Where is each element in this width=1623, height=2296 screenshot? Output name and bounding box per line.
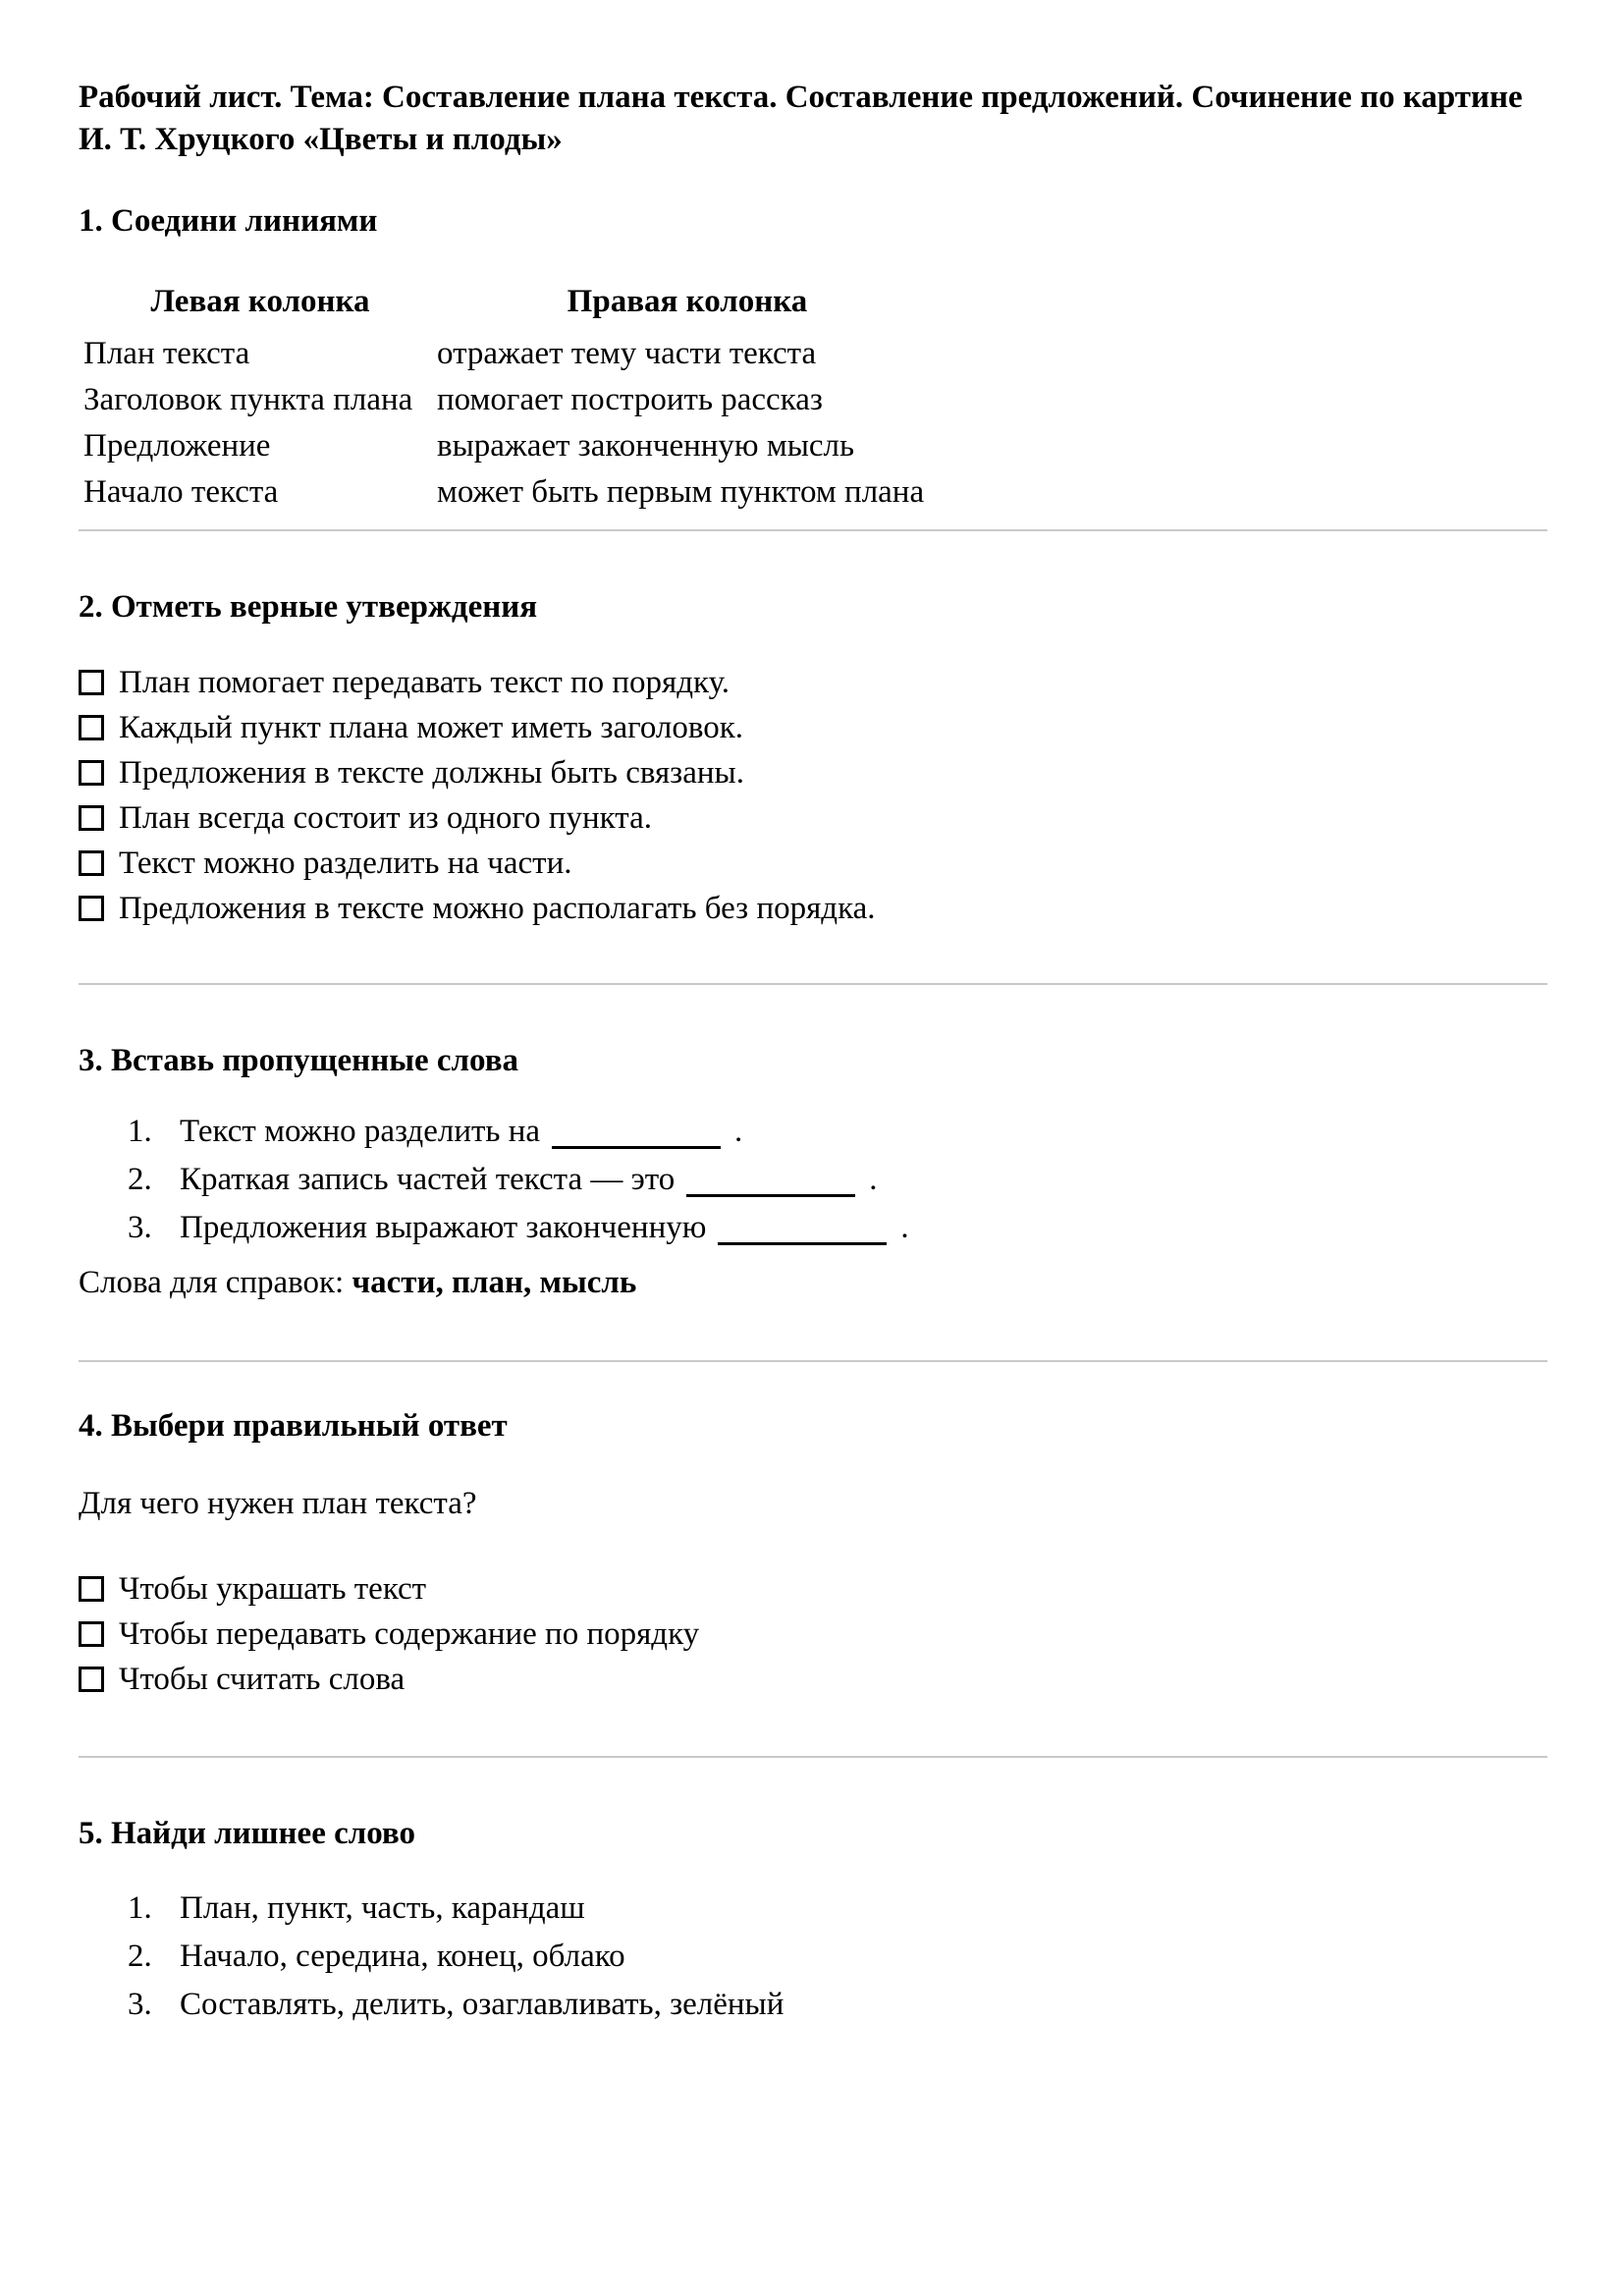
- checkbox[interactable]: [79, 850, 104, 876]
- fill-in-sentence: Краткая запись частей текста — это: [180, 1162, 676, 1197]
- sentence-period: .: [734, 1114, 743, 1149]
- match-left-item: Предложение: [83, 428, 271, 464]
- odd-word-item: [79, 1885, 1547, 1933]
- fill-in-sentence: Текст можно разделить на: [180, 1114, 541, 1149]
- right-column-header: Правая колонка: [567, 284, 808, 319]
- checklist-item-label: Каждый пункт плана может иметь заголовок.: [119, 709, 744, 745]
- checklist-item-label: План всегда состоит из одного пункта.: [119, 799, 653, 836]
- answer-item-label: Чтобы считать слова: [119, 1661, 406, 1697]
- fill-in-list: [79, 1108, 1547, 1252]
- fill-in-text: [180, 1108, 742, 1156]
- section-2-heading: 2. Отметь верные утверждения: [79, 589, 538, 625]
- section-5-heading: 5. Найди лишнее слово: [79, 1816, 416, 1851]
- checkbox[interactable]: [79, 1621, 104, 1647]
- odd-word-list: [79, 1885, 1547, 2029]
- odd-word-item: [79, 1933, 1547, 1981]
- checklist-item-label: Текст можно разделить на части.: [119, 845, 572, 881]
- section-3-heading: 3. Вставь пропущенные слова: [79, 1043, 519, 1078]
- odd-word-text: Начало, середина, конец, облако: [180, 1939, 625, 1974]
- statements-checklist: [79, 660, 1547, 931]
- match-right-item: выражает законченную мысль: [437, 428, 855, 464]
- match-left-item: Начало текста: [83, 474, 279, 510]
- answer-item: [79, 1566, 1547, 1612]
- sentence-period: .: [900, 1210, 909, 1245]
- fill-in-text: [180, 1204, 909, 1252]
- answers-checklist: [79, 1566, 1547, 1702]
- fill-in-item: [79, 1108, 1547, 1156]
- list-number: 3.: [128, 1210, 152, 1245]
- list-number: 3.: [128, 1987, 152, 2022]
- fill-in-text: [180, 1156, 878, 1204]
- checkbox[interactable]: [79, 760, 104, 786]
- section-divider: [79, 1756, 1547, 1758]
- list-number: 2.: [128, 1939, 152, 1974]
- checklist-item-label: План помогает передавать текст по порядку.: [119, 664, 730, 700]
- checklist-item: [79, 660, 1547, 705]
- checklist-item: [79, 795, 1547, 841]
- matching-table: [83, 278, 938, 516]
- section-4-heading: 4. Выбери правильный ответ: [79, 1408, 508, 1444]
- blank-line[interactable]: [718, 1242, 887, 1245]
- match-right-item: отражает тему части текста: [437, 336, 817, 371]
- list-number: 1.: [128, 1114, 152, 1149]
- list-number: 1.: [128, 1890, 152, 1926]
- section-divider: [79, 983, 1547, 985]
- odd-word-text: Составлять, делить, озаглавливать, зелёный: [180, 1987, 784, 2022]
- checkbox[interactable]: [79, 1667, 104, 1692]
- reference-words-label: Слова для справок:: [79, 1265, 352, 1300]
- match-left-item: Заголовок пункта плана: [83, 382, 413, 417]
- answer-item-label: Чтобы украшать текст: [119, 1570, 427, 1607]
- page-title: Рабочий лист. Тема: Составление плана текста. Составление предложений. Сочинение по картине И. Т. Хруцкого «Цветы и плоды»: [79, 80, 1523, 157]
- match-right-item: может быть первым пунктом плана: [437, 474, 925, 510]
- fill-in-item: [79, 1204, 1547, 1252]
- section-1-heading: 1. Соедини линиями: [79, 203, 378, 239]
- checkbox[interactable]: [79, 670, 104, 695]
- answer-item: [79, 1657, 1547, 1702]
- list-number: 2.: [128, 1162, 152, 1197]
- section-divider: [79, 1360, 1547, 1362]
- checkbox[interactable]: [79, 1576, 104, 1602]
- checklist-item: [79, 886, 1547, 931]
- checklist-item-label: Предложения в тексте можно располагать без порядка.: [119, 890, 876, 926]
- match-left-item: План текста: [83, 336, 250, 371]
- blank-line[interactable]: [552, 1146, 721, 1149]
- fill-in-sentence: Предложения выражают законченную: [180, 1210, 707, 1245]
- reference-words: части, план, мысль: [352, 1265, 637, 1300]
- sentence-period: .: [869, 1162, 878, 1197]
- checkbox[interactable]: [79, 715, 104, 740]
- fill-in-item: [79, 1156, 1547, 1204]
- checklist-item: [79, 705, 1547, 750]
- checkbox[interactable]: [79, 896, 104, 921]
- section-divider: [79, 529, 1547, 531]
- blank-line[interactable]: [686, 1194, 855, 1197]
- odd-word-item: [79, 1981, 1547, 2029]
- left-column-header: Левая колонка: [150, 284, 370, 319]
- checkbox[interactable]: [79, 805, 104, 831]
- answer-item: [79, 1612, 1547, 1657]
- question-text: Для чего нужен план текста?: [79, 1486, 477, 1521]
- checklist-item: [79, 841, 1547, 886]
- match-right-item: помогает построить рассказ: [437, 382, 823, 417]
- reference-words-line: [79, 1262, 1547, 1304]
- odd-word-text: План, пункт, часть, карандаш: [180, 1890, 585, 1926]
- checklist-item: [79, 750, 1547, 795]
- answer-item-label: Чтобы передавать содержание по порядку: [119, 1615, 700, 1652]
- checklist-item-label: Предложения в тексте должны быть связаны.: [119, 754, 744, 791]
